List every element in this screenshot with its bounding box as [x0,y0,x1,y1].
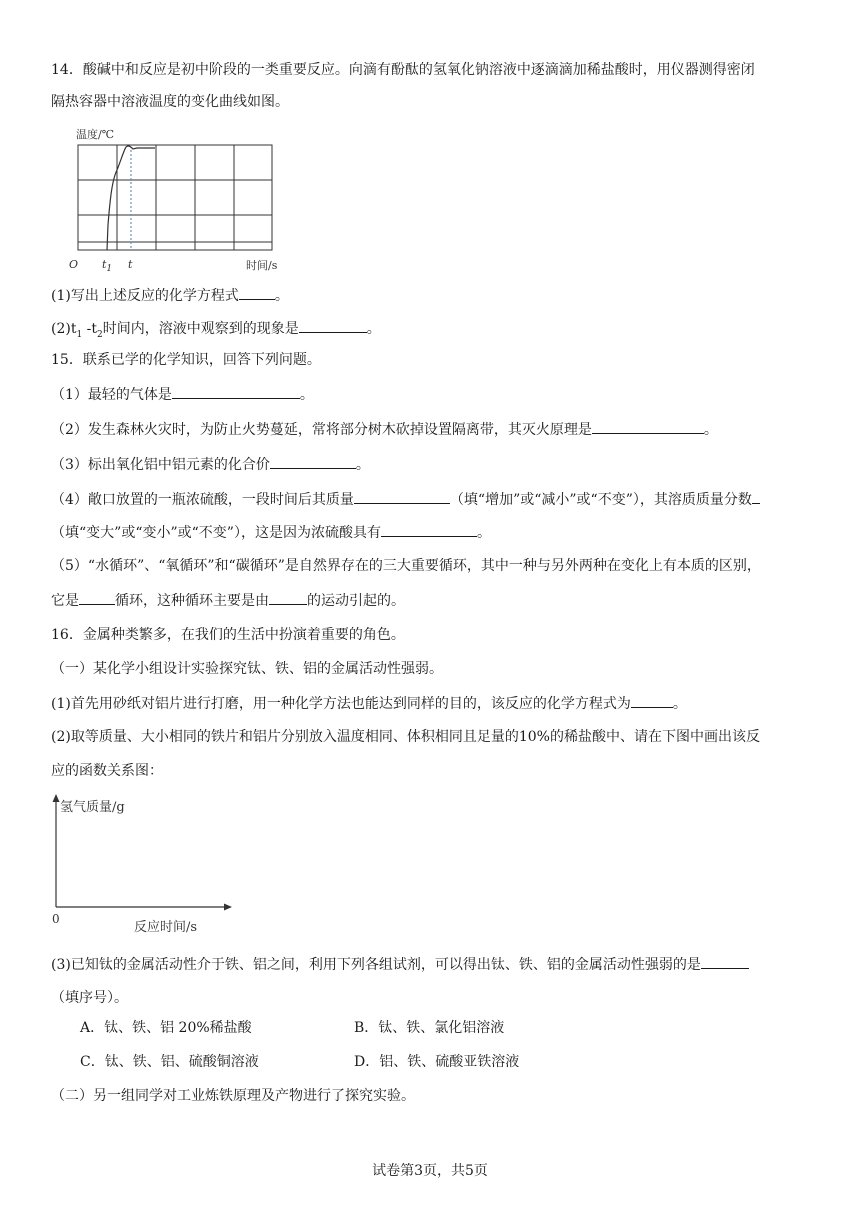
hydrogen-mass-axis-label: 氢气质量/g [60,800,125,815]
q16-stem: 16．金属种类繁多，在我们的生活中扮演着重要的角色。 [51,627,405,643]
q14-stem-line1: 14．酸碱中和反应是初中阶段的一类重要反应。向滴有酚酞的氢氧化钠溶液中逐滴滴加稀盐酸时，用仪器测得密闭 [51,62,755,78]
q15-stem: 15．联系已学的化学知识，回答下列问题。 [51,352,321,368]
origin-label: O [69,258,79,271]
answer-blank[interactable] [752,489,760,504]
q15-sub5-line2: 它是 循环，这种循环主要是由 的运动引起的。 [51,590,405,611]
t-label: t [128,258,133,271]
option-b[interactable]: B．钛、铁、氯化铝溶液 [354,1020,505,1036]
q16-part1-q1: (1)首先用砂纸对铝片进行打磨，用一种化学方法也能达到同样的目的，该反应的化学方程式为 。 [51,693,687,714]
page-footer: 试卷第3页，共5页 [372,1163,488,1179]
answer-blank[interactable] [270,454,356,469]
answer-blank[interactable] [239,285,275,300]
q16-part2-heading: （二）另一组同学对工业炼铁原理及产物进行了探究实验。 [51,1088,415,1104]
answer-blank[interactable] [701,954,749,969]
option-c[interactable]: C．钛、铁、铝、硫酸铜溶液 [80,1054,259,1070]
q15-sub3: （3）标出氧化铝中铝元素的化合价 。 [51,454,370,475]
answer-blank[interactable] [79,590,115,605]
answer-blank[interactable] [299,318,367,333]
q15-sub4-line1: （4）敞口放置的一瓶浓硫酸，一段时间后其质量 （填“增加”或“减小”或“不变”），其溶质质量分数 [51,489,760,510]
q15-sub2: （2）发生森林火灾时，为防止火势蔓延，常将部分树木砍掉设置隔离带，其灭火原理是 。 [51,419,718,440]
answer-blank[interactable] [269,590,307,605]
temperature-axis-label: 温度/℃ [76,128,115,141]
answer-blank[interactable] [592,419,704,434]
time-axis-label: 时间/s [246,259,278,272]
temperature-curve-grid [60,120,300,275]
reaction-time-axis-label: 反应时间/s [134,920,198,935]
q14-stem-line2: 隔热容器中溶液温度的变化曲线如图。 [51,94,289,110]
q16-part1-q2-line1: (2)取等质量、大小相同的铁片和铝片分别放入温度相同、体积相同且足量的10%的稀盐酸中、请在下图中画出该反 [51,729,760,745]
q16-part1-q3-line1: (3)已知钛的金属活动性介于铁、铝之间，利用下列各组试剂，可以得出钛、铁、铝的金属活动性强弱的是 [51,954,749,975]
option-d[interactable]: D．铝、铁、硫酸亚铁溶液 [354,1054,520,1070]
q14-part2: $(2)t_1$ $-t_2$时间内，溶液中观察到的现象是 。 [51,318,381,345]
answer-blank[interactable] [631,693,673,708]
answer-blank[interactable] [172,384,300,399]
q16-part1-heading: （一）某化学小组设计实验探究钛、铁、铝的金属活动性强弱。 [51,661,443,677]
origin-label: 0 [52,912,60,926]
q15-sub4-line2: （填“变大”或“变小”或“不变”），这是因为浓硫酸具有 。 [51,522,491,543]
temperature-time-figure [60,120,300,275]
answer-blank[interactable] [354,489,450,504]
q15-sub1: （1）最轻的气体是 。 [51,384,314,405]
q15-sub5-line1: （5）“水循环”、“氧循环”和“碳循环”是自然界存在的三大重要循环，其中一种与另外两种在变化上有本质的区别， [51,558,761,574]
q16-part1-q2-line2: 应的函数关系图： [51,763,163,779]
option-a[interactable]: A．钛、铁、铝 20%稀盐酸 [80,1020,252,1036]
q14-part1: (1)写出上述反应的化学方程式 。 [51,285,289,306]
answer-blank[interactable] [381,522,477,537]
hydrogen-mass-figure [46,792,246,942]
t1-label: $t_1$ [102,258,113,275]
q16-part1-q3-line2: （填序号）。 [51,990,128,1006]
